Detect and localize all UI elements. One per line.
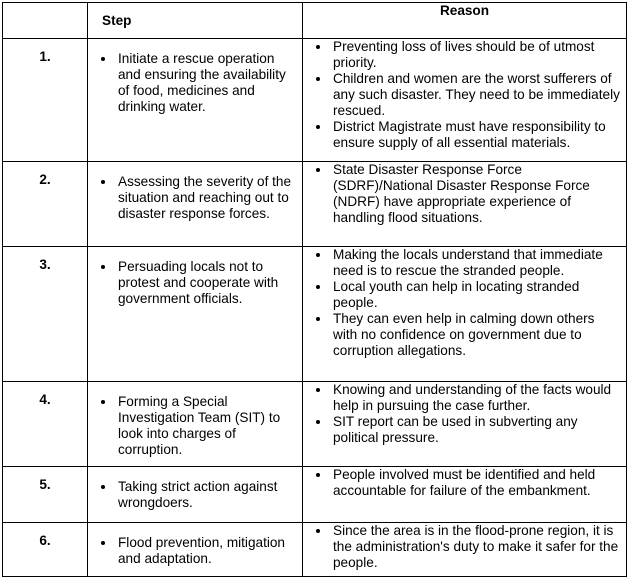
step-cell	[88, 382, 303, 467]
table-row	[3, 247, 627, 382]
reason-item: • People involved must be identified and held accountable for failure of the embankment.	[331, 467, 620, 499]
header-blank	[3, 3, 88, 39]
row-number: 3.	[3, 247, 88, 382]
reason-item: • Knowing and understanding of the facts would help in pursuing the case further.	[331, 382, 620, 414]
reason-item: • Since the area is in the flood-prone region, it is the administration's duty to make it safer for the people.	[331, 523, 620, 571]
reason-cell	[303, 382, 627, 467]
reason-cell	[303, 467, 627, 523]
table-row	[3, 39, 627, 162]
step-cell	[88, 467, 303, 523]
table-row	[3, 523, 627, 577]
header-reason-label: Reason	[439, 3, 490, 18]
reason-item: • State Disaster Response Force (SDRF)/National Disaster Response Force (NDRF) have appropriate experience of handling flood situations.	[331, 162, 620, 226]
reason-item: • District Magistrate must have responsibility to ensure supply of all essential materials.	[331, 119, 620, 151]
step-cell	[88, 247, 303, 382]
header-reason	[303, 3, 627, 39]
row-number: 6.	[3, 523, 88, 577]
step-text: • Initiate a rescue operation and ensuring the availability of food, medicines and drinking water.	[116, 51, 298, 115]
step-text: • Flood prevention, mitigation and adaptation.	[116, 535, 298, 567]
row-number: 2.	[3, 162, 88, 247]
header-step: Step	[88, 3, 303, 39]
steps-reasons-table	[2, 2, 627, 577]
step-cell	[88, 39, 303, 162]
reason-item: • Children and women are the worst sufferers of any such disaster. They need to be immediately rescued.	[331, 71, 620, 119]
reason-item: • Preventing loss of lives should be of utmost priority.	[331, 39, 620, 71]
reason-cell	[303, 162, 627, 247]
table-row	[3, 162, 627, 247]
reason-cell	[303, 39, 627, 162]
reason-item: • SIT report can be used in subverting any political pressure.	[331, 414, 620, 446]
header-row	[3, 3, 627, 39]
row-number: 1.	[3, 39, 88, 162]
reason-item: • Making the locals understand that immediate need is to rescue the stranded people.	[331, 247, 620, 279]
step-cell	[88, 162, 303, 247]
step-text: • Taking strict action against wrongdoers.	[116, 479, 298, 511]
reason-cell	[303, 247, 627, 382]
row-number: 4.	[3, 382, 88, 467]
step-text: • Forming a Special Investigation Team (SIT) to look into charges of corruption.	[116, 394, 298, 458]
step-text: • Persuading locals not to protest and cooperate with government officials.	[116, 259, 298, 307]
step-cell	[88, 523, 303, 577]
reason-item: • Local youth can help in locating stranded people.	[331, 279, 620, 311]
table-row	[3, 382, 627, 467]
row-number: 5.	[3, 467, 88, 523]
reason-item: • They can even help in calming down others with no confidence on government due to corruption allegations.	[331, 311, 620, 359]
step-text: • Assessing the severity of the situation and reaching out to disaster response forces.	[116, 174, 298, 222]
table-row	[3, 467, 627, 523]
reason-cell	[303, 523, 627, 577]
